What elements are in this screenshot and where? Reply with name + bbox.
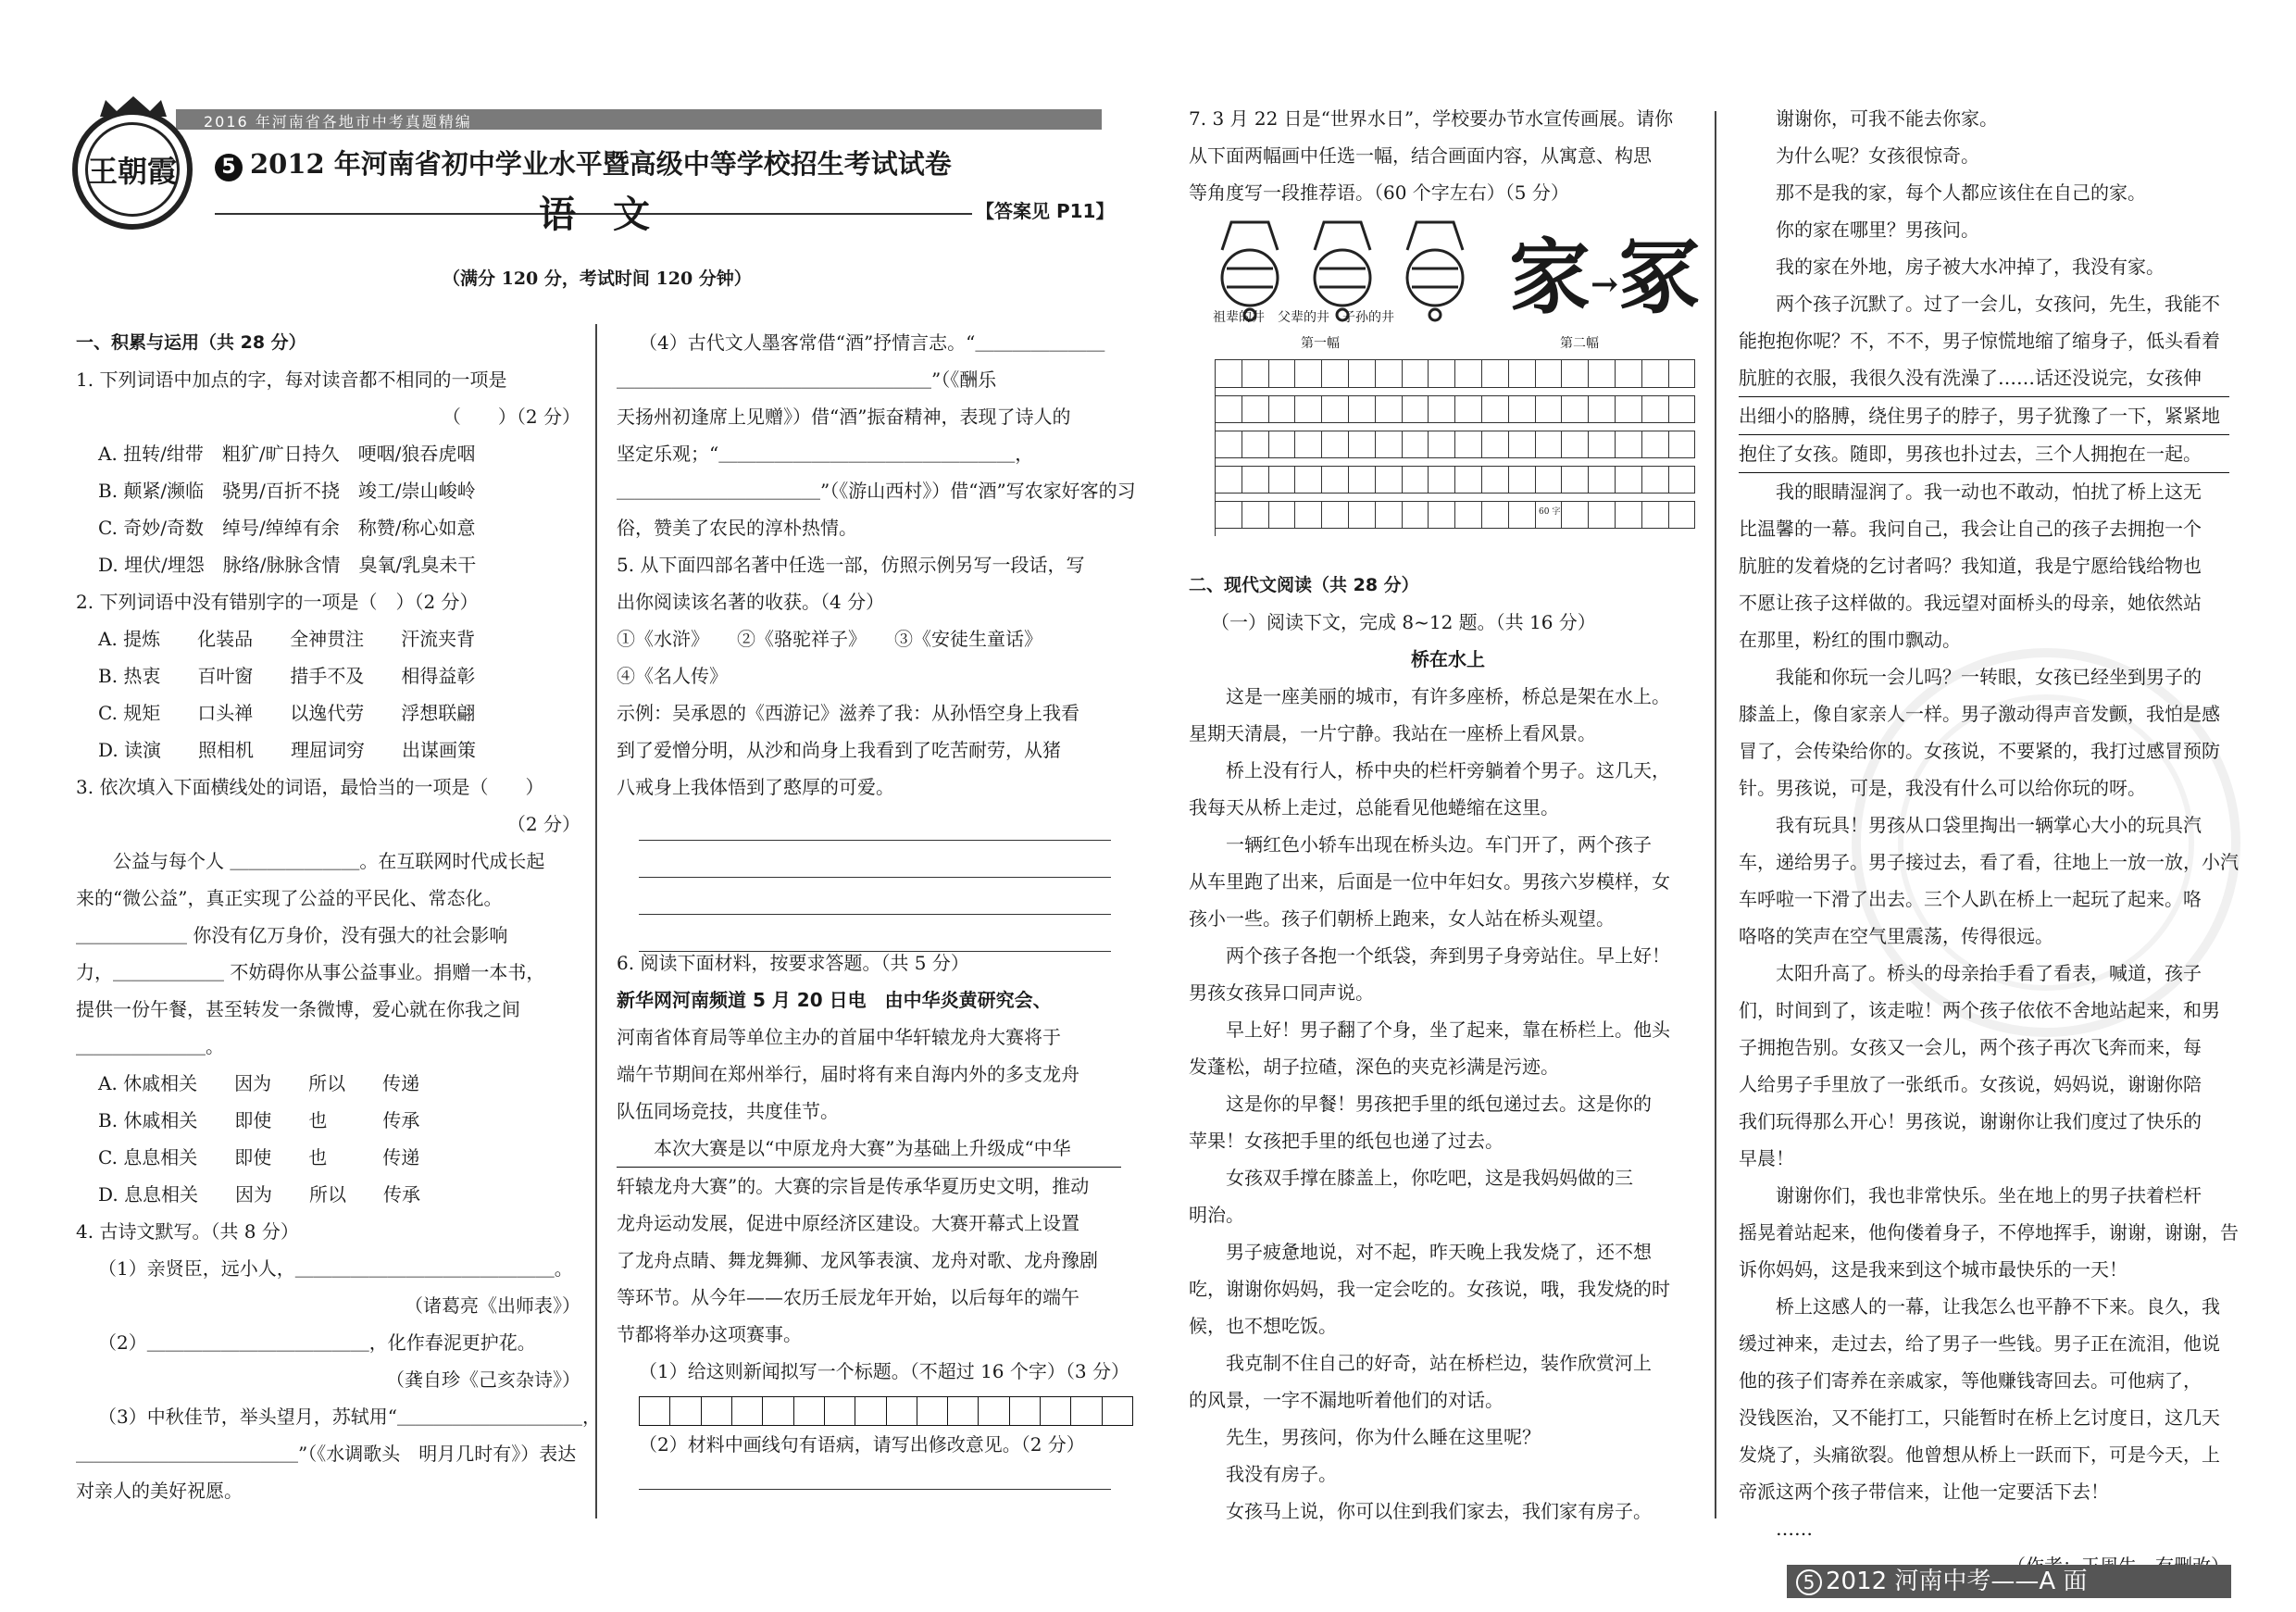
grid-cell[interactable] (1642, 396, 1669, 423)
grid-cell[interactable] (1589, 431, 1616, 458)
text-line: ＿＿＿＿＿＿＿。 (76, 1035, 224, 1057)
column-1 (76, 324, 601, 1509)
text-line: 男子疲惫地说，对不起，昨天晚上我发烧了，还不想 (1189, 1241, 1652, 1263)
text-line: C. 息息相关 即使 也 传递 (98, 1146, 420, 1168)
exam-info: （满分 120 分，考试时间 120 分钟） (443, 269, 752, 289)
text-line: 那不是我的家，每个人都应该住在自己的家。 (1739, 181, 2146, 204)
text-line: 肮脏的衣服，我很久没有洗澡了……话还没说完，女孩伸 (1739, 359, 2229, 397)
text-line: 谢谢你们，我也非常快乐。坐在地上的男子扶着栏杆 (1739, 1184, 2202, 1206)
footer-text: 2012 河南中考——A 面 (1826, 1568, 2088, 1595)
caption-wells: 祖辈的井 父辈的井 子孙的井 (1213, 310, 1394, 325)
text-line: 从下面两幅画中任选一幅，结合画面内容，从寓意、构思 (1189, 144, 1652, 167)
grid-cell[interactable] (1349, 431, 1376, 458)
column-3-q7 (1189, 100, 1707, 211)
text-line: 发蓬松，胡子拉碴，深色的夹克衫满是污迹。 (1189, 1056, 1559, 1078)
caption-picture-1: 第一幅 (1301, 336, 1340, 351)
text-line: 发烧了，头痛欲裂。他曾想从桥上一跃而下，可是今天，上 (1739, 1443, 2220, 1466)
series-banner (176, 109, 1102, 130)
grid-cell[interactable] (1482, 396, 1509, 423)
text-line: A. 扭转/绀带 粗犷/旷日持久 哽咽/狼吞虎咽 (98, 443, 476, 465)
text-line: 我的家在外地，房子被大水冲掉了，我没有家。 (1739, 256, 2165, 278)
text-line: 为什么呢？女孩很惊奇。 (1739, 144, 1979, 167)
text-line: 天扬州初逢席上见赠》）借“酒”振奋精神，表现了诗人的 (617, 406, 1071, 428)
text-line: ＿＿＿＿＿＿＿＿＿＿＿＿＿＿＿＿＿”（《酬乐 (617, 369, 997, 391)
text-line: B. 热衷 百叶窗 措手不及 相得益彰 (98, 665, 476, 687)
answer-lines-q5[interactable] (639, 804, 1111, 952)
text-line: 6. 阅读下面材料，按要求答题。（共 5 分） (617, 952, 969, 974)
text-line: 3. 依次填入下面横线处的词语，最恰当的一项是（ ） (76, 776, 544, 798)
text-line: 他的孩子们寄养在亲戚家，等他赚钱寄回去。可他病了， (1739, 1369, 2202, 1392)
text-line: 我有玩具！男孩从口袋里掏出一辆掌心大小的玩具汽 (1739, 814, 2202, 836)
text-line: 苹果！女孩把手里的纸包也递了过去。 (1189, 1130, 1504, 1152)
text-line: ＿＿＿＿＿＿＿＿＿＿＿”（《游山西村》）借“酒”写农家好客的习 (617, 480, 1136, 502)
grid-cell[interactable] (1295, 502, 1322, 529)
grid-cell[interactable] (1322, 467, 1349, 494)
text-line: 桥上没有行人，桥中央的栏杆旁躺着个男子。这几天， (1189, 759, 1670, 781)
grid-cell[interactable] (1242, 360, 1269, 387)
text-line: 两个孩子各抱一个纸袋，奔到男子身旁站住。早上好！ (1189, 944, 1670, 967)
grid-cell[interactable] (1322, 396, 1349, 423)
text-line: ＿＿＿＿＿＿＿＿＿＿＿＿”（《水调歌头 明月几时有》）表达 (76, 1443, 577, 1465)
grid-row (1216, 501, 1695, 529)
subject-title: 语文 (539, 193, 687, 236)
grid-cell[interactable] (1562, 502, 1589, 529)
text-line: （诸葛亮《出师表》） (405, 1294, 580, 1317)
grid-cell[interactable] (1589, 360, 1616, 387)
grid-cell[interactable] (1349, 360, 1376, 387)
grid-cell[interactable] (1349, 396, 1376, 423)
text-line: 咯咯的笑声在空气里震荡，传得很远。 (1739, 925, 2053, 947)
grid-cell[interactable] (1669, 467, 1696, 494)
grid-cell[interactable] (1349, 502, 1376, 529)
grid-cell[interactable] (1322, 431, 1349, 458)
writing-grid[interactable] (1215, 359, 1695, 536)
text-line: C. 奇妙/奇数 绰号/绰绰有余 称赞/称心如意 (98, 517, 476, 539)
text-line: 吃，谢谢你妈妈，我一定会吃的。女孩说，哦，我发烧的时 (1189, 1278, 1670, 1300)
text-line: 们，时间到了，该走啦！两个孩子依依不舍地站起来，和男 (1739, 999, 2220, 1021)
grid-cell[interactable] (1349, 467, 1376, 494)
grid-cell[interactable] (1482, 360, 1509, 387)
text-line: 这是一座美丽的城市，有许多座桥，桥总是架在水上。 (1189, 685, 1670, 707)
answer-line-q6b[interactable] (639, 1489, 1111, 1490)
text-line: D. 埋伏/埋怨 脉络/脉脉含情 臭氧/乳臭未干 (98, 554, 477, 576)
grid-cell[interactable] (1616, 360, 1642, 387)
grid-cell[interactable] (1455, 467, 1482, 494)
text-line: （1）给这则新闻拟写一个标题。（不超过 16 个字）（3 分） (639, 1360, 1129, 1382)
arrow-right-icon: → (1591, 265, 1619, 304)
column-2-q6b (617, 1426, 1121, 1463)
text-line: 到了爱憎分明，从沙和尚身上我看到了吃苦耐劳，从猪 (617, 739, 1061, 761)
grid-cell[interactable] (1403, 431, 1429, 458)
text-line: C. 规矩 口头禅 以逸代劳 浮想联翩 (98, 702, 476, 724)
caption-picture-2: 第二幅 (1560, 336, 1599, 351)
text-line: 节都将举办这项赛事。 (617, 1323, 802, 1345)
text-line: 我每天从桥上走过，总能看见他蜷缩在这里。 (1189, 796, 1559, 818)
text-line: 我能和你玩一会儿吗？一转眼，女孩已经坐到男子的 (1739, 666, 2202, 688)
text-line: 人给男子手里放了一张纸币。女孩说，妈妈说，谢谢你陪 (1739, 1073, 2202, 1095)
text-line: 一、积累与运用（共 28 分） (76, 332, 306, 353)
text-line: ＿＿＿＿＿＿ 你没有亿万身价，没有强大的社会影响 (76, 924, 508, 946)
grid-cell[interactable] (1216, 396, 1242, 423)
text-line: 7. 3 月 22 日是“世界水日”，学校要办节水宣传画展。请你 (1189, 107, 1674, 130)
text-line: 对亲人的美好祝愿。 (76, 1480, 243, 1502)
text-line: 我的眼睛湿润了。我一动也不敢动，怕扰了桥上这无 (1739, 481, 2202, 503)
text-line: 我克制不住自己的好奇，站在桥栏边，装作欣赏河上 (1189, 1352, 1652, 1374)
grid-cell[interactable] (1376, 431, 1403, 458)
grid-cell[interactable] (1455, 431, 1482, 458)
grid-cell[interactable] (1455, 396, 1482, 423)
text-line: 出细小的胳膊，绕住男子的脖子，男子犹豫了一下，紧紧地 (1739, 397, 2229, 435)
text-line: 女孩双手撑在膝盖上，你吃吧，这是我妈妈做的三 (1189, 1167, 1633, 1189)
grid-cell[interactable] (1509, 502, 1536, 529)
text-line: 孩小一些。孩子们朝桥上跑来，女人站在桥头观望。 (1189, 907, 1615, 930)
paper-title-text: 2012 年河南省初中学业水平暨高级中等学校招生考试试卷 (250, 148, 952, 180)
column-divider (595, 324, 597, 1518)
text-line: 两个孩子沉默了。过了一会儿，女孩问，先生，我能不 (1739, 293, 2220, 315)
text-line: 摇晃着站起来，他佝偻着身子，不停地挥手，谢谢，谢谢，告 (1739, 1221, 2239, 1243)
text-line: 候，也不想吃饭。 (1189, 1315, 1337, 1337)
grid-cell[interactable] (1669, 502, 1696, 529)
text-line: 太阳升高了。桥头的母亲抬手看了看表，喊道，孩子 (1739, 962, 2202, 984)
text-line: 龙舟运动发展，促进中原经济区建设。大赛开幕式上设置 (617, 1212, 1079, 1234)
grid-cell[interactable] (1536, 431, 1563, 458)
text-line: （ ）（2 分） (442, 406, 580, 428)
series-label: 2016 年河南省各地市中考真题精编 (204, 113, 472, 131)
text-line: 星期天清晨，一片宁静。我站在一座桥上看风景。 (1189, 722, 1596, 744)
text-line: ④《名人传》 (617, 665, 728, 687)
text-line: 早晨！ (1739, 1147, 1794, 1169)
grid-cell[interactable] (1295, 467, 1322, 494)
grid-cell[interactable] (1403, 396, 1429, 423)
grid-cell[interactable] (1562, 467, 1589, 494)
text-line: D. 读演 照相机 理屈词穷 出谋画策 (98, 739, 477, 761)
text-line: 等环节。从今年——农历壬辰龙年开始，以后每年的端午 (617, 1286, 1079, 1308)
text-line: 在那里，粉红的围巾飘动。 (1739, 629, 1961, 651)
logo-text: 王朝霞 (87, 154, 177, 189)
grid-word-count: 60 字 (1539, 507, 1561, 517)
text-line: 提供一份午餐，甚至转发一条微博，爱心就在你我之间 (76, 998, 520, 1020)
text-line: （4）古代文人墨客常借“酒”抒情言志。“＿＿＿＿＿＿＿ (639, 331, 1105, 354)
grid-cell[interactable] (1269, 360, 1296, 387)
grid-cell[interactable] (1429, 467, 1455, 494)
text-line: 5. 从下面四部名著中任选一部，仿照示例另写一段话，写 (617, 554, 1085, 576)
text-line: 俗，赞美了农民的淳朴热情。 (617, 517, 857, 539)
grid-cell[interactable] (1562, 431, 1589, 458)
text-line: 谢谢你，可我不能去你家。 (1739, 107, 1998, 130)
text-line: 河南省体育局等单位主办的首届中华轩辕龙舟大赛将于 (617, 1026, 1061, 1048)
grid-cell[interactable] (1376, 360, 1403, 387)
grid-cell[interactable] (1562, 360, 1589, 387)
grid-cell[interactable] (1376, 467, 1403, 494)
grid-cell[interactable] (1242, 431, 1269, 458)
grid-cell[interactable] (1589, 396, 1616, 423)
grid-cell[interactable] (1322, 502, 1349, 529)
text-line: 针。男孩说，可是，我没有什么可以给你玩的呀。 (1739, 777, 2146, 799)
grid-cell[interactable] (1455, 360, 1482, 387)
text-line: 能抱抱你呢？不，不不，男子惊慌地缩了缩身子，低头看着 (1739, 330, 2220, 352)
grid-cell[interactable] (1536, 467, 1563, 494)
text-line: 了龙舟点睛、舞龙舞狮、龙风筝表演、龙舟对歌、龙舟豫剧 (617, 1249, 1098, 1271)
grid-row (1216, 360, 1695, 388)
text-line: 男孩女孩异口同声说。 (1189, 981, 1374, 1004)
grid-cell[interactable] (1376, 396, 1403, 423)
text-line: （2）材料中画线句有语病，请写出修改意见。（2 分） (639, 1433, 1085, 1456)
grid-cell[interactable] (1509, 360, 1536, 387)
column-2-q6 (617, 944, 1129, 1390)
text-line: （3）中秋佳节，举头望月，苏轼用“＿＿＿＿＿＿＿＿＿＿， (98, 1406, 601, 1428)
grid-cell[interactable] (1269, 502, 1296, 529)
grid-cell[interactable] (1589, 502, 1616, 529)
grid-cell[interactable] (1216, 467, 1242, 494)
grid-cell[interactable] (1403, 467, 1429, 494)
grid-cell[interactable] (1455, 502, 1482, 529)
text-line: 冒了，会传染给你的。女孩说，不要紧的，我打过感冒预防 (1739, 740, 2220, 762)
text-line: 八戒身上我体悟到了憨厚的可爱。 (617, 776, 894, 798)
text-line: 新华网河南频道 5 月 20 日电 由中华炎黄研究会、 (617, 989, 1052, 1011)
text-line: 你的家在哪里？男孩问。 (1739, 219, 1979, 241)
text-line: B. 休戚相关 即使 也 传承 (98, 1109, 420, 1131)
grid-cell[interactable] (1269, 396, 1296, 423)
text-line: A. 休戚相关 因为 所以 传递 (98, 1072, 420, 1094)
title-answer-grid[interactable] (639, 1396, 1133, 1426)
text-line: 帝派这两个孩子带信来，让他一定要活下去！ (1739, 1481, 2109, 1503)
text-line: 我们玩得那么开心！男孩说，谢谢你让我们度过了快乐的 (1739, 1110, 2202, 1132)
text-line: 二、现代文阅读（共 28 分） (1189, 575, 1419, 595)
grid-cell[interactable] (1616, 396, 1642, 423)
grid-cell[interactable] (1642, 467, 1669, 494)
grid-cell[interactable] (1642, 360, 1669, 387)
grid-cell[interactable] (1616, 431, 1642, 458)
text-line: 女孩马上说，你可以住到我们家去，我们家有房子。 (1189, 1500, 1652, 1522)
text-line: 缓过神来，走过去，给了男子一些钱。男子正在流泪，他说 (1739, 1332, 2220, 1355)
text-line: 我没有房子。 (1189, 1463, 1337, 1485)
grid-cell[interactable] (1536, 360, 1563, 387)
text-line: 抱住了女孩。随即，男孩也扑过去，三个人拥抱在一起。 (1739, 435, 2229, 473)
text-line: 1. 下列词语中加点的字，每对读音都不相同的一项是 (76, 369, 507, 391)
text-line: 这是你的早餐！男孩把手里的纸包递过去。这是你的 (1189, 1093, 1652, 1115)
text-line: （2）＿＿＿＿＿＿＿＿＿＿＿＿，化作春泥更护花。 (98, 1331, 536, 1354)
answer-reference: 【答案见 P11】 (972, 196, 1117, 223)
grid-cell[interactable] (1269, 431, 1296, 458)
grid-cell[interactable] (1322, 360, 1349, 387)
text-line: 不愿让孩子这样做的。我远望对面桥头的母亲，她依然站 (1739, 592, 2202, 614)
text-line: 明治。 (1189, 1204, 1244, 1226)
text-line: （一）阅读下文，完成 8~12 题。（共 16 分） (1211, 611, 1596, 633)
footer-number-badge: 5 (1796, 1569, 1822, 1595)
grid-row (1216, 466, 1695, 494)
grid-cell[interactable] (1216, 431, 1242, 458)
grid-cell[interactable] (1536, 396, 1563, 423)
text-line: 2. 下列词语中没有错别字的一项是（ ）（2 分） (76, 591, 479, 613)
text-line: D. 息息相关 因为 所以 传承 (98, 1183, 421, 1206)
text-line: 车呼啦一下滑了出去。三个人趴在桥上一起玩了起来。咯 (1739, 888, 2202, 910)
page-footer (1787, 1565, 2231, 1598)
text-line: 从车里跑了出来，后面是一位中年妇女。男孩六岁模样，女 (1189, 870, 1670, 893)
grid-cell[interactable] (1295, 431, 1322, 458)
text-line: 诉你妈妈，这是我来到这个城市最快乐的一天！ (1739, 1258, 2128, 1281)
text-line: 没钱医治，又不能打工，只能暂时在桥上乞讨度日，这几天 (1739, 1406, 2220, 1429)
text-line: 子拥抱告别。女孩又一会儿，两个孩子再次飞奔而来，每 (1739, 1036, 2202, 1058)
grid-cell[interactable] (1482, 467, 1509, 494)
text-line: A. 提炼 化装品 全神贯注 汗流夹背 (98, 628, 476, 650)
grid-cell[interactable] (1429, 360, 1455, 387)
text-line: 轩辕龙舟大赛”的。大赛的宗旨是传承华夏历史文明，推动 (617, 1175, 1090, 1197)
grid-cell[interactable] (1242, 502, 1269, 529)
grid-cell[interactable] (1429, 396, 1455, 423)
text-line: 来的“微公益”，真正实现了公益的平民化、常态化。 (76, 887, 503, 909)
text-line: 车，递给男子。男子接过去，看了看，往地上一放一放，小汽 (1739, 851, 2239, 873)
grid-cell[interactable] (1482, 431, 1509, 458)
text-line: 示例：吴承恩的《西游记》滋养了我：从孙悟空身上我看 (617, 702, 1079, 724)
column-2 (617, 324, 1136, 806)
text-line: ①《水浒》 ②《骆驼祥子》 ③《安徒生童话》 (617, 628, 1042, 650)
text-line: 的风景，一字不漏地听着他们的对话。 (1189, 1389, 1504, 1411)
grid-row (1216, 395, 1695, 423)
grid-cell[interactable] (1616, 467, 1642, 494)
grid-cell[interactable] (1242, 396, 1269, 423)
grid-cell[interactable] (1642, 502, 1669, 529)
paper-number-badge: 5 (215, 154, 243, 181)
publisher-logo (72, 109, 193, 230)
text-line: 等角度写一段推荐语。（60 个字左右）（5 分） (1189, 181, 1569, 204)
grid-cell[interactable] (1509, 431, 1536, 458)
grid-cell[interactable] (1429, 431, 1455, 458)
column-4 (1739, 100, 2239, 1584)
text-line: 桥在水上 (1411, 648, 1485, 670)
text-line: 队伍同场竞技，共度佳节。 (617, 1100, 839, 1122)
jia-left-char: 家 (1509, 229, 1591, 325)
grid-row (1216, 431, 1695, 458)
grid-cell[interactable] (1403, 502, 1429, 529)
text-line: B. 颠紧/濒临 骁男/百折不挠 竣工/崇山峻岭 (98, 480, 476, 502)
text-line: 一辆红色小轿车出现在桥头边。车门开了，两个孩子 (1189, 833, 1652, 856)
grid-cell[interactable] (1509, 396, 1536, 423)
grid-cell[interactable] (1269, 467, 1296, 494)
text-line: （1）亲贤臣，远小人，＿＿＿＿＿＿＿＿＿＿＿＿＿＿。 (98, 1257, 573, 1280)
text-line: 力，＿＿＿＿＿＿ 不妨碍你从事公益事业。捐赠一本书， (76, 961, 545, 983)
grid-cell[interactable] (1216, 502, 1242, 529)
grid-cell[interactable] (1295, 360, 1322, 387)
grid-cell[interactable] (1295, 396, 1322, 423)
grid-cell[interactable] (1562, 396, 1589, 423)
grid-cell[interactable] (1669, 431, 1696, 458)
column-3-reading (1189, 567, 1707, 1530)
text-line: 公益与每个人 ＿＿＿＿＿＿＿。在互联网时代成长起 (76, 850, 545, 872)
text-line: …… (1739, 1518, 1813, 1540)
grid-cell[interactable] (1216, 360, 1242, 387)
text-line: 比温馨的一幕。我问自己，我会让自己的孩子去拥抱一个 (1739, 518, 2202, 540)
text-line: 膝盖上，像自家亲人一样。男子激动得声音发颤，我怕是感 (1739, 703, 2220, 725)
text-line: 肮脏的发着烧的乞讨者吗？我知道，我是宁愿给钱给物也 (1739, 555, 2202, 577)
grid-cell[interactable] (1669, 360, 1696, 387)
grid-cell[interactable] (1376, 502, 1403, 529)
grid-cell[interactable] (1242, 467, 1269, 494)
grid-cell[interactable] (1403, 360, 1429, 387)
grid-cell[interactable] (1482, 502, 1509, 529)
jia-characters (1509, 213, 1703, 325)
text-line: （龚自珍《己亥杂诗》） (386, 1368, 580, 1391)
text-line: 出你阅读该名著的收获。（4 分） (617, 591, 885, 613)
grid-cell[interactable] (1589, 467, 1616, 494)
grid-cell[interactable] (1509, 467, 1536, 494)
paper-title (215, 144, 952, 181)
text-line: （2 分） (506, 813, 580, 835)
text-line: 本次大赛是以“中原龙舟大赛”为基础上升级成“中华 (617, 1130, 1121, 1168)
grid-cell[interactable] (1429, 502, 1455, 529)
column-divider (1715, 111, 1716, 1518)
text-line: 4. 古诗文默写。（共 8 分） (76, 1220, 299, 1243)
text-line: 早上好！男子翻了个身，坐了起来，靠在桥栏上。他头 (1189, 1018, 1670, 1041)
text-line: 端午节期间在郑州举行，届时将有来自海内外的多支龙舟 (617, 1063, 1079, 1085)
text-line: 先生，男孩问，你为什么睡在这里呢？ (1189, 1426, 1541, 1448)
grid-cell[interactable] (1669, 396, 1696, 423)
grid-cell[interactable] (1616, 502, 1642, 529)
jia-right-char: 冢 (1618, 229, 1701, 325)
grid-cell[interactable] (1642, 431, 1669, 458)
text-line: 坚定乐观；“＿＿＿＿＿＿＿＿＿＿＿＿＿＿＿＿， (617, 443, 1034, 465)
text-line: 桥上这感人的一幕，让我怎么也平静不下来。良久，我 (1739, 1295, 2220, 1318)
